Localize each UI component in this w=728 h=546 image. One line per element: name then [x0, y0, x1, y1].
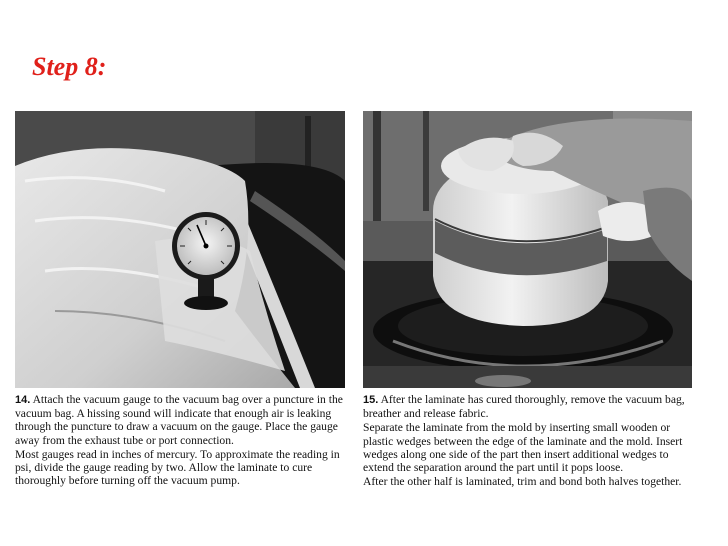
laminate-removal-photo — [363, 111, 692, 388]
step-14-paragraph-2: Most gauges read in inches of mercury. To approximate the reading in psi, divide the gauge reading by two. Allow the laminate to cure thoroughly before turning off the vacuum pump. — [15, 447, 340, 488]
step-14-text-1: Attach the vacuum gauge to the vacuum bag over a puncture in the vacuum bag. A hissing sound will indicate that enough air is leaking through the puncture to draw a vacuum on the gauge. Place the gauge away from the exhaust tube or port connection. — [15, 393, 343, 447]
step-15-paragraph-2: Separate the laminate from the mold by inserting small wooden or plastic wedges between the edge of the laminate and the mold. Insert wedges along one side of the part then insert additional wedges to extend the separation around the part until it pops loose. — [363, 421, 683, 475]
step-15-paragraph-3: After the other half is laminated, trim and bond both halves together. — [363, 475, 682, 489]
step-14-paragraph-1 — [15, 393, 345, 447]
step-14-number: 14. — [15, 394, 31, 406]
step-15-text-1: After the laminate has cured thoroughly, remove the vacuum bag, breather and release fabric. — [363, 393, 685, 421]
step-15-number: 15. — [363, 394, 379, 406]
slide-title: Step 8: — [32, 52, 107, 81]
caption-step-14 — [15, 393, 345, 488]
step-15-paragraph-1 — [363, 393, 692, 420]
caption-step-15 — [363, 393, 692, 489]
vacuum-gauge-photo — [15, 111, 345, 388]
